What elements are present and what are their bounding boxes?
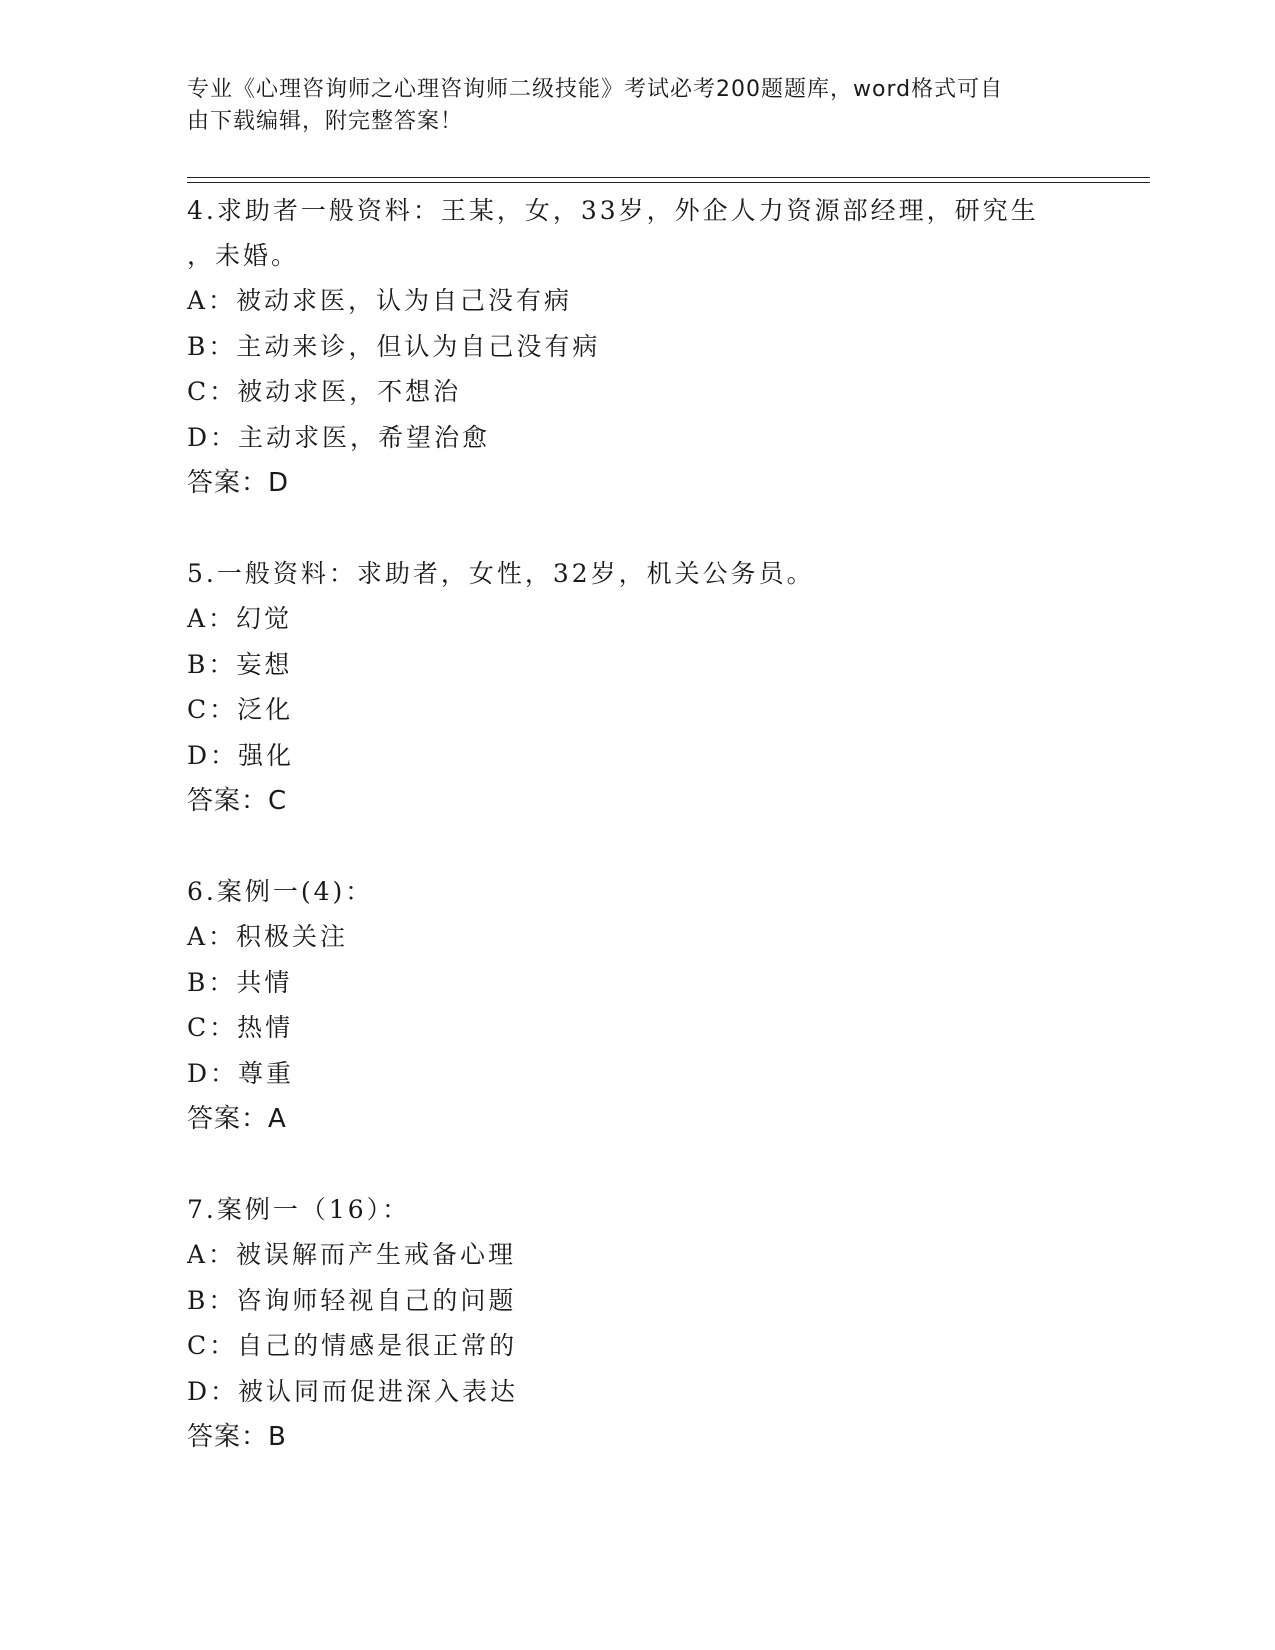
option-a: A：被误解而产生戒备心理 — [187, 1240, 517, 1269]
header-line-2: 由下载编辑，附完整答案！ — [187, 109, 464, 134]
option-d: D：强化 — [187, 740, 295, 770]
question-stem: 7.案例一（16）： — [187, 1195, 411, 1224]
option-a: A：被动求医，认为自己没有病 — [187, 286, 573, 315]
option-c: C：热情 — [187, 1013, 294, 1042]
question-7 — [187, 1187, 1087, 1460]
question-6 — [187, 869, 1087, 1142]
document-header — [187, 74, 1067, 138]
option-a: A：积极关注 — [187, 922, 349, 951]
option-c: C：自己的情感是很正常的 — [187, 1331, 518, 1360]
question-stem-continuation: ，未婚。 — [187, 241, 300, 270]
option-c: C：泛化 — [187, 695, 294, 724]
option-d: D：被认同而促进深入表达 — [187, 1376, 519, 1406]
option-b: B：共情 — [187, 967, 293, 997]
question-5 — [187, 551, 1087, 824]
header-divider-bottom — [187, 182, 1150, 183]
option-d: D：尊重 — [187, 1058, 295, 1088]
answer-line: 答案：D — [187, 468, 290, 498]
answer-line: 答案：C — [187, 786, 288, 816]
option-b: B：咨询师轻视自己的问题 — [187, 1285, 517, 1315]
option-d: D：主动求医，希望治愈 — [187, 422, 491, 452]
answer-line: 答案：A — [187, 1104, 287, 1134]
header-divider-top — [187, 177, 1150, 178]
option-b: B：主动来诊，但认为自己没有病 — [187, 331, 601, 361]
option-b: B：妄想 — [187, 649, 293, 679]
question-stem: 6.案例一(4)： — [187, 877, 374, 906]
question-stem: 5.一般资料：求助者，女性，32岁，机关公务员。 — [187, 559, 815, 588]
answer-line: 答案：B — [187, 1422, 287, 1452]
option-a: A：幻觉 — [187, 604, 293, 633]
header-line-1: 专业《心理咨询师之心理咨询师二级技能》考试必考200题题库，word格式可自 — [187, 77, 1004, 102]
question-stem: 4.求助者一般资料：王某，女，33岁，外企人力资源部经理，研究生 — [187, 196, 1039, 225]
option-c: C：被动求医，不想治 — [187, 377, 462, 406]
question-4 — [187, 188, 1087, 506]
